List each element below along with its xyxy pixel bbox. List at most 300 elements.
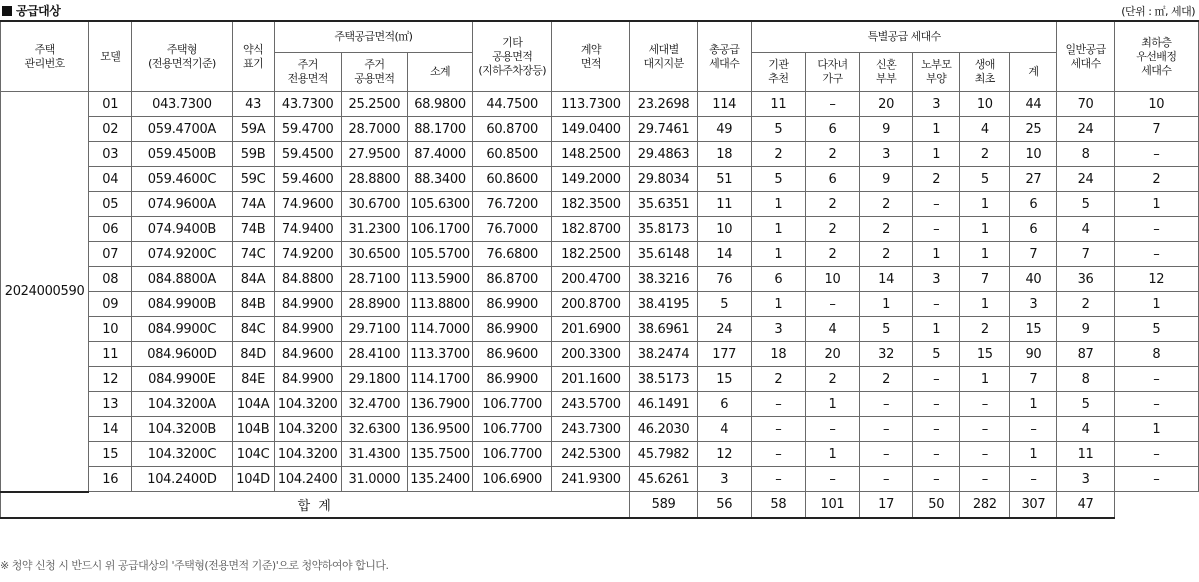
cell-elderly: 3 xyxy=(913,92,960,117)
cell-abbr: 84C xyxy=(232,317,274,342)
cell-elderly: 1 xyxy=(913,242,960,267)
cell-model: 15 xyxy=(89,442,132,467)
cell-exclusive: 43.7300 xyxy=(274,92,341,117)
cell-lowfloor: 5 xyxy=(1114,317,1198,342)
cell-model: 10 xyxy=(89,317,132,342)
table-row xyxy=(1,192,1199,217)
cell-newlywed: 9 xyxy=(860,167,913,192)
table-row xyxy=(1,117,1199,142)
cell-exclusive: 104.2400 xyxy=(274,467,341,492)
header-other-common: 기타 공용면적 (지하주차장등) xyxy=(473,21,552,92)
cell-special-sum: 40 xyxy=(1010,267,1057,292)
cell-other: 44.7500 xyxy=(473,92,552,117)
cell-land: 35.6351 xyxy=(630,192,697,217)
cell-contract: 182.8700 xyxy=(552,217,630,242)
cell-abbr: 43 xyxy=(232,92,274,117)
table-row xyxy=(1,217,1199,242)
cell-abbr: 84D xyxy=(232,342,274,367)
cell-firsttime: 1 xyxy=(960,242,1010,267)
cell-abbr: 104B xyxy=(232,417,274,442)
cell-lowfloor: 10 xyxy=(1114,92,1198,117)
cell-common: 31.2300 xyxy=(341,217,407,242)
cell-total: 49 xyxy=(697,117,751,142)
cell-common: 29.7100 xyxy=(341,317,407,342)
cell-land: 46.1491 xyxy=(630,392,697,417)
cell-common: 32.6300 xyxy=(341,417,407,442)
cell-firsttime: 5 xyxy=(960,167,1010,192)
cell-contract: 201.1600 xyxy=(552,367,630,392)
cell-type: 084.9900B xyxy=(132,292,232,317)
cell-lowfloor: – xyxy=(1114,142,1198,167)
cell-special-sum: 15 xyxy=(1010,317,1057,342)
cell-elderly: 1 xyxy=(913,317,960,342)
cell-firsttime: – xyxy=(960,392,1010,417)
cell-subtotal: 136.7900 xyxy=(407,392,472,417)
cell-type: 084.9900E xyxy=(132,367,232,392)
cell-total: 3 xyxy=(697,467,751,492)
cell-type: 104.3200A xyxy=(132,392,232,417)
cell-exclusive: 74.9600 xyxy=(274,192,341,217)
cell-contract: 149.0400 xyxy=(552,117,630,142)
cell-lowfloor: 8 xyxy=(1114,342,1198,367)
cell-firsttime: – xyxy=(960,417,1010,442)
cell-special-sum: 6 xyxy=(1010,192,1057,217)
cell-special-sum: 3 xyxy=(1010,292,1057,317)
header-lowfloor: 최하층 우선배정 세대수 xyxy=(1114,21,1198,92)
table-row xyxy=(1,417,1199,442)
cell-common: 25.2500 xyxy=(341,92,407,117)
cell-firsttime: 1 xyxy=(960,292,1010,317)
cell-firsttime: 4 xyxy=(960,117,1010,142)
table-row xyxy=(1,442,1199,467)
cell-contract: 182.2500 xyxy=(552,242,630,267)
cell-institution: – xyxy=(751,392,805,417)
cell-subtotal: 135.2400 xyxy=(407,467,472,492)
cell-abbr: 84E xyxy=(232,367,274,392)
cell-lowfloor: 1 xyxy=(1114,192,1198,217)
cell-institution: 3 xyxy=(751,317,805,342)
cell-newlywed: 2 xyxy=(860,367,913,392)
cell-subtotal: 88.1700 xyxy=(407,117,472,142)
cell-elderly: 1 xyxy=(913,117,960,142)
cell-type: 104.3200C xyxy=(132,442,232,467)
cell-elderly: – xyxy=(913,442,960,467)
cell-type: 104.3200B xyxy=(132,417,232,442)
cell-newlywed: – xyxy=(860,417,913,442)
cell-lowfloor: 1 xyxy=(1114,417,1198,442)
cell-multichild: 1 xyxy=(805,442,859,467)
cell-model: 16 xyxy=(89,467,132,492)
cell-land: 38.6961 xyxy=(630,317,697,342)
cell-land: 23.2698 xyxy=(630,92,697,117)
cell-firsttime: 1 xyxy=(960,217,1010,242)
table-row xyxy=(1,392,1199,417)
cell-special-sum: 1 xyxy=(1010,392,1057,417)
cell-total: 5 xyxy=(697,292,751,317)
cell-total: 18 xyxy=(697,142,751,167)
cell-multichild: 6 xyxy=(805,117,859,142)
cell-general: 36 xyxy=(1057,267,1114,292)
cell-abbr: 74C xyxy=(232,242,274,267)
table-row xyxy=(1,142,1199,167)
cell-land: 46.2030 xyxy=(630,417,697,442)
cell-general: 5 xyxy=(1057,192,1114,217)
cell-institution: 6 xyxy=(751,267,805,292)
cell-institution: 5 xyxy=(751,117,805,142)
cell-contract: 200.3300 xyxy=(552,342,630,367)
cell-exclusive: 104.3200 xyxy=(274,392,341,417)
cell-newlywed: 5 xyxy=(860,317,913,342)
cell-multichild: 2 xyxy=(805,367,859,392)
cell-contract: 148.2500 xyxy=(552,142,630,167)
cell-other: 76.7000 xyxy=(473,217,552,242)
section-title xyxy=(2,2,60,19)
cell-multichild: 20 xyxy=(805,342,859,367)
cell-lowfloor: – xyxy=(1114,392,1198,417)
cell-other: 60.8700 xyxy=(473,117,552,142)
cell-contract: 242.5300 xyxy=(552,442,630,467)
header-contract: 계약 면적 xyxy=(552,21,630,92)
cell-contract: 243.5700 xyxy=(552,392,630,417)
table-row xyxy=(1,267,1199,292)
cell-contract: 201.6900 xyxy=(552,317,630,342)
cell-subtotal: 114.1700 xyxy=(407,367,472,392)
cell-elderly: – xyxy=(913,417,960,442)
header-general: 일반공급 세대수 xyxy=(1057,21,1114,92)
cell-institution: 2 xyxy=(751,142,805,167)
cell-elderly: – xyxy=(913,217,960,242)
cell-newlywed: 2 xyxy=(860,192,913,217)
cell-land: 38.3216 xyxy=(630,267,697,292)
cell-land: 45.7982 xyxy=(630,442,697,467)
totals-cell: 589 xyxy=(630,492,697,518)
cell-model: 01 xyxy=(89,92,132,117)
cell-other: 76.6800 xyxy=(473,242,552,267)
cell-other: 106.6900 xyxy=(473,467,552,492)
cell-other: 60.8500 xyxy=(473,142,552,167)
cell-land: 29.7461 xyxy=(630,117,697,142)
cell-firsttime: 2 xyxy=(960,142,1010,167)
header-abbr: 약식 표기 xyxy=(232,21,274,92)
cell-general: 9 xyxy=(1057,317,1114,342)
cell-institution: – xyxy=(751,442,805,467)
cell-exclusive: 84.9600 xyxy=(274,342,341,367)
cell-model: 13 xyxy=(89,392,132,417)
cell-general: 70 xyxy=(1057,92,1114,117)
cell-special-sum: 1 xyxy=(1010,442,1057,467)
cell-type: 084.9900C xyxy=(132,317,232,342)
cell-lowfloor: – xyxy=(1114,217,1198,242)
cell-model: 06 xyxy=(89,217,132,242)
table-body xyxy=(1,92,1199,518)
cell-firsttime: – xyxy=(960,442,1010,467)
header-common: 주거 공용면적 xyxy=(341,53,407,92)
cell-common: 31.0000 xyxy=(341,467,407,492)
table-row xyxy=(1,467,1199,492)
cell-type: 059.4700A xyxy=(132,117,232,142)
cell-institution: 1 xyxy=(751,192,805,217)
cell-multichild: 4 xyxy=(805,317,859,342)
cell-total: 6 xyxy=(697,392,751,417)
cell-elderly: – xyxy=(913,292,960,317)
cell-land: 29.8034 xyxy=(630,167,697,192)
cell-special-sum: – xyxy=(1010,417,1057,442)
totals-cell: 282 xyxy=(960,492,1010,518)
cell-model: 07 xyxy=(89,242,132,267)
cell-model: 03 xyxy=(89,142,132,167)
cell-general: 24 xyxy=(1057,167,1114,192)
cell-lowfloor: 2 xyxy=(1114,167,1198,192)
cell-contract: 243.7300 xyxy=(552,417,630,442)
cell-multichild: 2 xyxy=(805,242,859,267)
totals-cell: 56 xyxy=(697,492,751,518)
cell-abbr: 74A xyxy=(232,192,274,217)
header-multichild: 다자녀 가구 xyxy=(805,53,859,92)
table-row xyxy=(1,317,1199,342)
table-row xyxy=(1,167,1199,192)
cell-elderly: – xyxy=(913,467,960,492)
cell-multichild: 2 xyxy=(805,192,859,217)
cell-institution: 18 xyxy=(751,342,805,367)
cell-model: 02 xyxy=(89,117,132,142)
header-exclusive: 주거 전용면적 xyxy=(274,53,341,92)
cell-abbr: 104C xyxy=(232,442,274,467)
cell-general: 2 xyxy=(1057,292,1114,317)
cell-contract: 149.2000 xyxy=(552,167,630,192)
cell-lowfloor: – xyxy=(1114,467,1198,492)
table-header xyxy=(1,21,1199,92)
cell-subtotal: 105.5700 xyxy=(407,242,472,267)
header-total: 총공급 세대수 xyxy=(697,21,751,92)
cell-subtotal: 105.6300 xyxy=(407,192,472,217)
cell-common: 32.4700 xyxy=(341,392,407,417)
cell-firsttime: 2 xyxy=(960,317,1010,342)
cell-model: 14 xyxy=(89,417,132,442)
cell-other: 86.8700 xyxy=(473,267,552,292)
cell-total: 114 xyxy=(697,92,751,117)
cell-firsttime: 7 xyxy=(960,267,1010,292)
cell-firsttime: – xyxy=(960,467,1010,492)
cell-common: 27.9500 xyxy=(341,142,407,167)
cell-other: 86.9600 xyxy=(473,342,552,367)
cell-subtotal: 114.7000 xyxy=(407,317,472,342)
cell-firsttime: 1 xyxy=(960,367,1010,392)
cell-model: 12 xyxy=(89,367,132,392)
totals-cell: 307 xyxy=(1010,492,1057,518)
cell-special-sum: – xyxy=(1010,467,1057,492)
totals-cell: 47 xyxy=(1057,492,1114,518)
cell-lowfloor: – xyxy=(1114,367,1198,392)
cell-lowfloor: 7 xyxy=(1114,117,1198,142)
cell-common: 29.1800 xyxy=(341,367,407,392)
cell-total: 10 xyxy=(697,217,751,242)
cell-newlywed: – xyxy=(860,392,913,417)
cell-firsttime: 10 xyxy=(960,92,1010,117)
cell-abbr: 59C xyxy=(232,167,274,192)
cell-type: 043.7300 xyxy=(132,92,232,117)
cell-exclusive: 104.3200 xyxy=(274,417,341,442)
cell-institution: 1 xyxy=(751,217,805,242)
totals-cell: 17 xyxy=(860,492,913,518)
cell-subtotal: 113.3700 xyxy=(407,342,472,367)
cell-type: 074.9200C xyxy=(132,242,232,267)
cell-model: 04 xyxy=(89,167,132,192)
cell-abbr: 104D xyxy=(232,467,274,492)
header-type: 주택형 (전용면적기준) xyxy=(132,21,232,92)
cell-special-sum: 44 xyxy=(1010,92,1057,117)
cell-subtotal: 135.7500 xyxy=(407,442,472,467)
cell-special-sum: 25 xyxy=(1010,117,1057,142)
cell-general: 24 xyxy=(1057,117,1114,142)
cell-firsttime: 15 xyxy=(960,342,1010,367)
header-special: 특별공급 세대수 xyxy=(751,21,1057,53)
cell-lowfloor: 1 xyxy=(1114,292,1198,317)
cell-type: 084.8800A xyxy=(132,267,232,292)
cell-elderly: 3 xyxy=(913,267,960,292)
cell-total: 12 xyxy=(697,442,751,467)
cell-general: 11 xyxy=(1057,442,1114,467)
cell-firsttime: 1 xyxy=(960,192,1010,217)
cell-land: 38.2474 xyxy=(630,342,697,367)
totals-label: 합 계 xyxy=(1,492,630,518)
cell-other: 86.9900 xyxy=(473,367,552,392)
cell-other: 60.8600 xyxy=(473,167,552,192)
header-model: 모델 xyxy=(89,21,132,92)
totals-cell: 101 xyxy=(805,492,859,518)
cell-subtotal: 68.9800 xyxy=(407,92,472,117)
cell-total: 51 xyxy=(697,167,751,192)
cell-elderly: – xyxy=(913,367,960,392)
cell-type: 104.2400D xyxy=(132,467,232,492)
cell-lowfloor: – xyxy=(1114,442,1198,467)
unit-label: (단위 : ㎡, 세대) xyxy=(1121,5,1195,18)
cell-general: 8 xyxy=(1057,142,1114,167)
cell-contract: 241.9300 xyxy=(552,467,630,492)
cell-abbr: 84B xyxy=(232,292,274,317)
cell-exclusive: 59.4600 xyxy=(274,167,341,192)
cell-general: 4 xyxy=(1057,417,1114,442)
cell-newlywed: 2 xyxy=(860,217,913,242)
cell-contract: 200.8700 xyxy=(552,292,630,317)
cell-special-sum: 7 xyxy=(1010,242,1057,267)
cell-exclusive: 74.9400 xyxy=(274,217,341,242)
header-subtotal: 소계 xyxy=(407,53,472,92)
cell-elderly: – xyxy=(913,192,960,217)
cell-common: 28.8900 xyxy=(341,292,407,317)
cell-model: 08 xyxy=(89,267,132,292)
table-row xyxy=(1,92,1199,117)
cell-total: 177 xyxy=(697,342,751,367)
cell-contract: 200.4700 xyxy=(552,267,630,292)
header-newlywed: 신혼 부부 xyxy=(860,53,913,92)
cell-subtotal: 113.8800 xyxy=(407,292,472,317)
header-supply-area: 주택공급면적(㎡) xyxy=(274,21,472,53)
cell-general: 7 xyxy=(1057,242,1114,267)
cell-subtotal: 136.9500 xyxy=(407,417,472,442)
cell-lowfloor: – xyxy=(1114,242,1198,267)
cell-exclusive: 84.9900 xyxy=(274,292,341,317)
totals-cell: 50 xyxy=(913,492,960,518)
cell-common: 28.4100 xyxy=(341,342,407,367)
cell-exclusive: 84.9900 xyxy=(274,317,341,342)
header-elderly: 노부모 부양 xyxy=(913,53,960,92)
cell-exclusive: 84.8800 xyxy=(274,267,341,292)
cell-lowfloor: 12 xyxy=(1114,267,1198,292)
cell-institution: 1 xyxy=(751,292,805,317)
totals-row xyxy=(1,492,1199,518)
cell-abbr: 59B xyxy=(232,142,274,167)
cell-special-sum: 10 xyxy=(1010,142,1057,167)
cell-institution: 2 xyxy=(751,367,805,392)
cell-institution: – xyxy=(751,417,805,442)
cell-type: 084.9600D xyxy=(132,342,232,367)
supply-table xyxy=(0,20,1199,519)
cell-newlywed: 3 xyxy=(860,142,913,167)
cell-exclusive: 59.4700 xyxy=(274,117,341,142)
cell-newlywed: 20 xyxy=(860,92,913,117)
cell-other: 106.7700 xyxy=(473,392,552,417)
cell-multichild: – xyxy=(805,467,859,492)
cell-total: 15 xyxy=(697,367,751,392)
cell-total: 24 xyxy=(697,317,751,342)
cell-type: 074.9400B xyxy=(132,217,232,242)
cell-newlywed: – xyxy=(860,442,913,467)
cell-type: 059.4600C xyxy=(132,167,232,192)
cell-special-sum: 6 xyxy=(1010,217,1057,242)
cell-exclusive: 84.9900 xyxy=(274,367,341,392)
cell-institution: 5 xyxy=(751,167,805,192)
cell-multichild: 2 xyxy=(805,217,859,242)
cell-special-sum: 27 xyxy=(1010,167,1057,192)
cell-general: 87 xyxy=(1057,342,1114,367)
cell-total: 14 xyxy=(697,242,751,267)
totals-cell: 58 xyxy=(751,492,805,518)
cell-elderly: 5 xyxy=(913,342,960,367)
table-row xyxy=(1,367,1199,392)
cell-general: 5 xyxy=(1057,392,1114,417)
cell-multichild: – xyxy=(805,417,859,442)
header-land: 세대별 대지지분 xyxy=(630,21,697,92)
cell-contract: 182.3500 xyxy=(552,192,630,217)
cell-general: 8 xyxy=(1057,367,1114,392)
cell-subtotal: 113.5900 xyxy=(407,267,472,292)
cell-other: 106.7700 xyxy=(473,417,552,442)
cell-multichild: 1 xyxy=(805,392,859,417)
cell-institution: 11 xyxy=(751,92,805,117)
cell-common: 30.6500 xyxy=(341,242,407,267)
header-special-sum: 계 xyxy=(1010,53,1057,92)
cell-mgmt-number: 2024000590 xyxy=(1,92,89,492)
cell-multichild: – xyxy=(805,92,859,117)
cell-land: 35.8173 xyxy=(630,217,697,242)
cell-common: 28.8800 xyxy=(341,167,407,192)
cell-common: 28.7000 xyxy=(341,117,407,142)
table-row xyxy=(1,242,1199,267)
cell-multichild: – xyxy=(805,292,859,317)
cell-subtotal: 106.1700 xyxy=(407,217,472,242)
cell-total: 11 xyxy=(697,192,751,217)
cell-abbr: 84A xyxy=(232,267,274,292)
cell-common: 30.6700 xyxy=(341,192,407,217)
cell-contract: 113.7300 xyxy=(552,92,630,117)
cell-model: 09 xyxy=(89,292,132,317)
cell-newlywed: 14 xyxy=(860,267,913,292)
cell-newlywed: 32 xyxy=(860,342,913,367)
header-firsttime: 생애 최초 xyxy=(960,53,1010,92)
cell-other: 76.7200 xyxy=(473,192,552,217)
cell-newlywed: 9 xyxy=(860,117,913,142)
cell-exclusive: 74.9200 xyxy=(274,242,341,267)
